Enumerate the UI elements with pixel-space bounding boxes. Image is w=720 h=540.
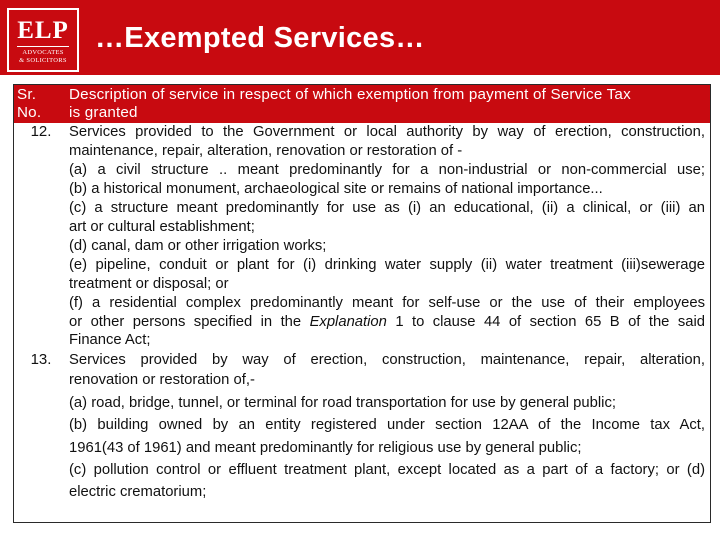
header-description-line-1: Description of service in respect of which exemption from payment of Service Tax [69,86,631,103]
logo-subtitle-1: ADVOCATES [22,49,64,56]
description-line: (d) canal, dam or other irrigation works; [69,238,327,254]
header-sr-no [17,86,62,122]
serial-number: 12. [30,123,52,140]
header-sr-line-1: Sr. [17,86,37,103]
exemption-table [13,84,711,523]
firm-logo [7,8,79,72]
header-description [69,86,709,122]
logo-subtitle-2: & SOLICITORS [19,57,67,64]
explanation-text-before: or other persons specified in the [69,314,310,330]
description-line: (a) road, bridge, tunnel, or terminal for road transportation for use by general public; [69,395,616,411]
explanation-text-after: 1 to clause 44 of section 65 B of the said [386,314,705,330]
title-bar [0,0,720,75]
description-line: (c) pollution control or effluent treatment plant, except located as a part of a factory; or (d) [69,462,705,478]
description-line: (b) building owned by an entity registered under section 12AA of the Income tax Act, [69,417,705,433]
description-line: electric crematorium; [69,484,207,500]
description-line: 1961(43 of 1961) and meant predominantly for religious use by general public; [69,440,582,456]
slide-title: …Exempted Services… [95,22,425,54]
description-line: Services provided to the Government or local authority by way of erection, construction, [69,124,705,140]
description-line: maintenance, repair, alteration, renovation or restoration of - [69,143,463,159]
description-line: (f) a residential complex predominantly meant for self-use or the use of their employees [69,295,705,311]
header-sr-line-2: No. [17,104,42,121]
description-line: (e) pipeline, conduit or plant for (i) drinking water supply (ii) water treatment (iii)sewerage [69,257,705,273]
header-description-line-2: is granted [69,104,138,121]
description-line: treatment or disposal; or [69,276,229,292]
description-line: renovation or restoration of,- [69,372,255,388]
description-line: Services provided by way of erection, construction, maintenance, repair, alteration, [69,352,705,368]
description-line: (a) a civil structure .. meant predominantly for a non-industrial or non-commercial use; [69,162,705,178]
logo-divider [17,46,69,47]
table-header-row [14,85,710,123]
description-line: (b) a historical monument, archaeological site or remains of national importance... [69,181,603,197]
description-line: Finance Act; [69,332,151,348]
explanation-italic: Explanation [309,314,387,330]
description-line: art or cultural establishment; [69,219,255,235]
description-line: (c) a structure meant predominantly for use as (i) an educational, (ii) a clinical, or (iii) an [69,200,705,216]
serial-number: 13. [30,351,52,368]
description-line-explanation [69,313,705,331]
logo-mark: ELP [17,17,69,44]
